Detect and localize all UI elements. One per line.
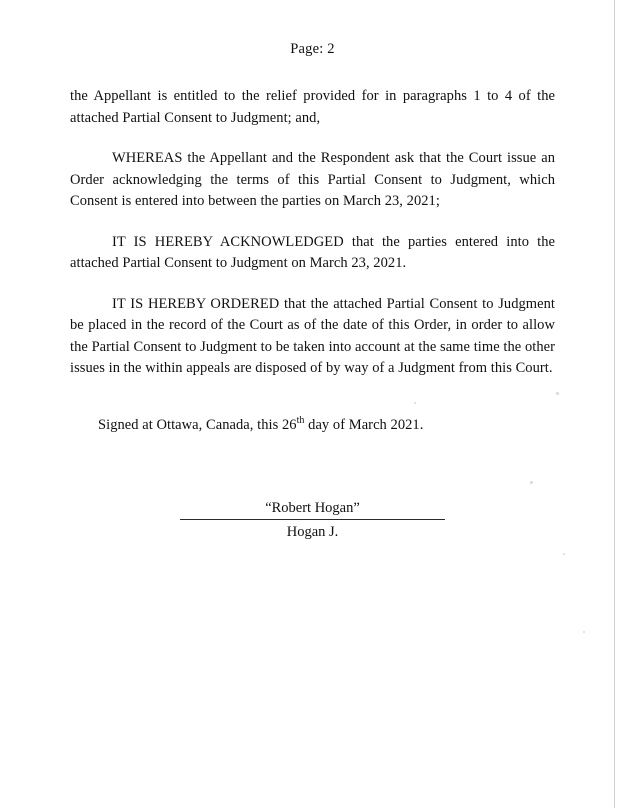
- signature-inner: [180, 499, 445, 542]
- scan-speck: [414, 402, 416, 404]
- scan-speck: [583, 631, 585, 633]
- paragraph-ordered: IT IS HEREBY ORDERED that the attached Partial Consent to Judgment be placed in the record of the Court as of the date of this Order, in order to allow the Partial Consent to Judgment to be taken into account at the same time the other issues in the within appeals are disposed of by way of a Judgment from this Court.: [70, 295, 555, 376]
- signature-block: [70, 499, 555, 542]
- signed-at-ordinal: th: [296, 414, 305, 426]
- signed-at-line: [70, 410, 555, 436]
- page-number: Page: 2: [290, 41, 335, 57]
- page-edge-rule: [614, 0, 615, 808]
- scan-speck: [530, 481, 533, 484]
- paragraph-acknowledged: IT IS HEREBY ACKNOWLEDGED that the parties entered into the attached Partial Consent to Judgment on March 23, 2021.: [70, 233, 555, 271]
- document-content: [70, 0, 555, 542]
- scan-speck: [563, 553, 565, 555]
- signed-at-prefix: Signed at Ottawa, Canada, this 26: [98, 416, 297, 433]
- paragraph-whereas: WHEREAS the Appellant and the Respondent ask that the Court issue an Order acknowledging the terms of this Partial Consent to Judgment, which Consent is entered into between the parties on March 23, 2021;: [70, 150, 555, 209]
- paragraph-continuation: the Appellant is entitled to the relief provided for in paragraphs 1 to 4 of the attached Partial Consent to Judgment; and,: [70, 88, 555, 126]
- signature-rule: [180, 518, 445, 520]
- signature-name: “Robert Hogan”: [265, 499, 360, 516]
- signature-title: Hogan J.: [286, 523, 339, 540]
- signed-at-suffix: day of March 2021.: [304, 416, 424, 433]
- scan-speck: [556, 392, 559, 395]
